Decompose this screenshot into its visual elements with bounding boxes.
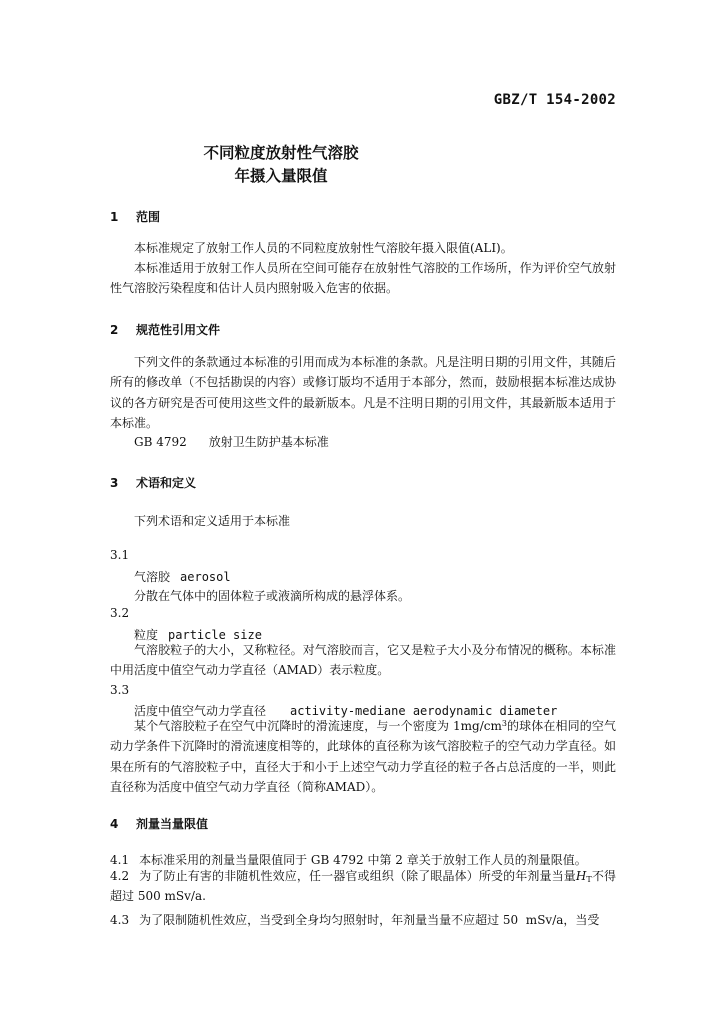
section-4-heading <box>110 815 208 832</box>
clause-number: 4.1 <box>110 853 130 867</box>
document-title-line1: 不同粒度放射性气溶胶 <box>203 144 359 162</box>
term-definition: 气溶胶粒子的大小，又称粒径。对气溶胶而言，它又是粒子大小及分布情况的概称。本标准中用活度中值空气动力学直径（AMAD）表示粒度。 <box>110 643 616 678</box>
dose-symbol: H <box>575 869 587 883</box>
clause-4-3 <box>110 911 599 928</box>
section-number: 3 <box>110 476 119 490</box>
section-title: 规范性引用文件 <box>136 323 221 337</box>
clause-number: 4.2 <box>110 869 130 883</box>
standard-code: GBZ/T 154-2002 <box>493 92 616 108</box>
section-number: 2 <box>110 323 119 337</box>
section-1-paragraph-1: 本标准规定了放射工作人员的不同粒度放射性气溶胶年摄入限值(ALI)。 <box>134 241 513 255</box>
section-number: 1 <box>110 210 119 224</box>
reference-entry <box>134 433 329 450</box>
reference-code: GB 4792 <box>134 435 187 449</box>
dose-symbol-subscript: T <box>586 875 592 884</box>
section-number: 4 <box>110 817 119 831</box>
term-zh: 活度中值空气动力学直径 <box>134 704 267 718</box>
clause-number: 4.3 <box>110 913 130 927</box>
term-number: 3.2 <box>110 606 130 620</box>
reference-title: 放射卫生防护基本标准 <box>208 435 329 449</box>
superscript: 3 <box>501 719 507 728</box>
term-en: particle size <box>168 628 262 642</box>
term-definition <box>110 716 616 797</box>
section-2-heading <box>110 321 220 338</box>
section-2-paragraph-1: 下列文件的条款通过本标准的引用而成为本标准的条款。凡是注明日期的引用文件，其随后所有的修改单（不包括勘误的内容）或修订版均不适用于本部分，然而，鼓励根据本标准达成协议的各方研究是否可使用这些文件的最新版本。凡是不注明日期的引用文件，其最新版本适用于本标准。 <box>110 355 616 430</box>
term-en: activity-mediane aerodynamic diameter <box>290 704 558 718</box>
clause-text: 为了防止有害的非随机性效应，任一器官或组织（除了眼晶体）所受的年剂量当量 <box>139 869 576 883</box>
term-zh: 粒度 <box>134 628 159 642</box>
section-3-intro: 下列术语和定义适用于本标准 <box>134 514 291 528</box>
clause-text: 为了限制随机性效应，当受到全身均匀照射时，年剂量当量不应超过 50 mSv/a，当受 <box>139 913 600 927</box>
definition-text: 某个气溶胶粒子在空气中沉降时的滑流速度，与一个密度为 1mg/cm <box>134 719 502 733</box>
section-title: 术语和定义 <box>136 476 197 490</box>
clause-text: 不得超过 500 mSv/a. <box>110 869 616 904</box>
term-zh: 气溶胶 <box>134 570 171 584</box>
term-en: aerosol <box>180 570 231 584</box>
term-heading <box>134 568 231 585</box>
section-title: 范围 <box>136 210 161 224</box>
section-title: 剂量当量限值 <box>136 817 209 831</box>
section-3-heading <box>110 474 196 491</box>
clause-text: 本标准采用的剂量当量限值同于 GB 4792 中第 2 章关于放射工作人员的剂量限值。 <box>139 853 587 867</box>
section-1-paragraph-2: 本标准适用于放射工作人员所在空间可能存在放射性气溶胶的工作场所，作为评价空气放射性气溶胶污染程度和估计人员内照射吸入危害的依据。 <box>110 261 616 296</box>
term-definition: 分散在气体中的固体粒子或液滴所构成的悬浮体系。 <box>134 589 411 603</box>
definition-text: 的球体在相同的空气动力学条件下沉降时的滑流速度相等的，此球体的直径称为该气溶胶粒子的空气动力学直径。如果在所有的气溶胶粒子中，直径大于和小于上述空气动力学直径的粒子各占总活度的一半，则此直径称为活度中值空气动力学直径（简称AMAD）。 <box>110 719 616 794</box>
term-number: 3.1 <box>110 548 130 562</box>
section-1-heading <box>110 208 160 225</box>
clause-4-2 <box>110 866 616 907</box>
document-title-line2: 年摄入量限值 <box>234 167 328 185</box>
term-number: 3.3 <box>110 683 130 697</box>
